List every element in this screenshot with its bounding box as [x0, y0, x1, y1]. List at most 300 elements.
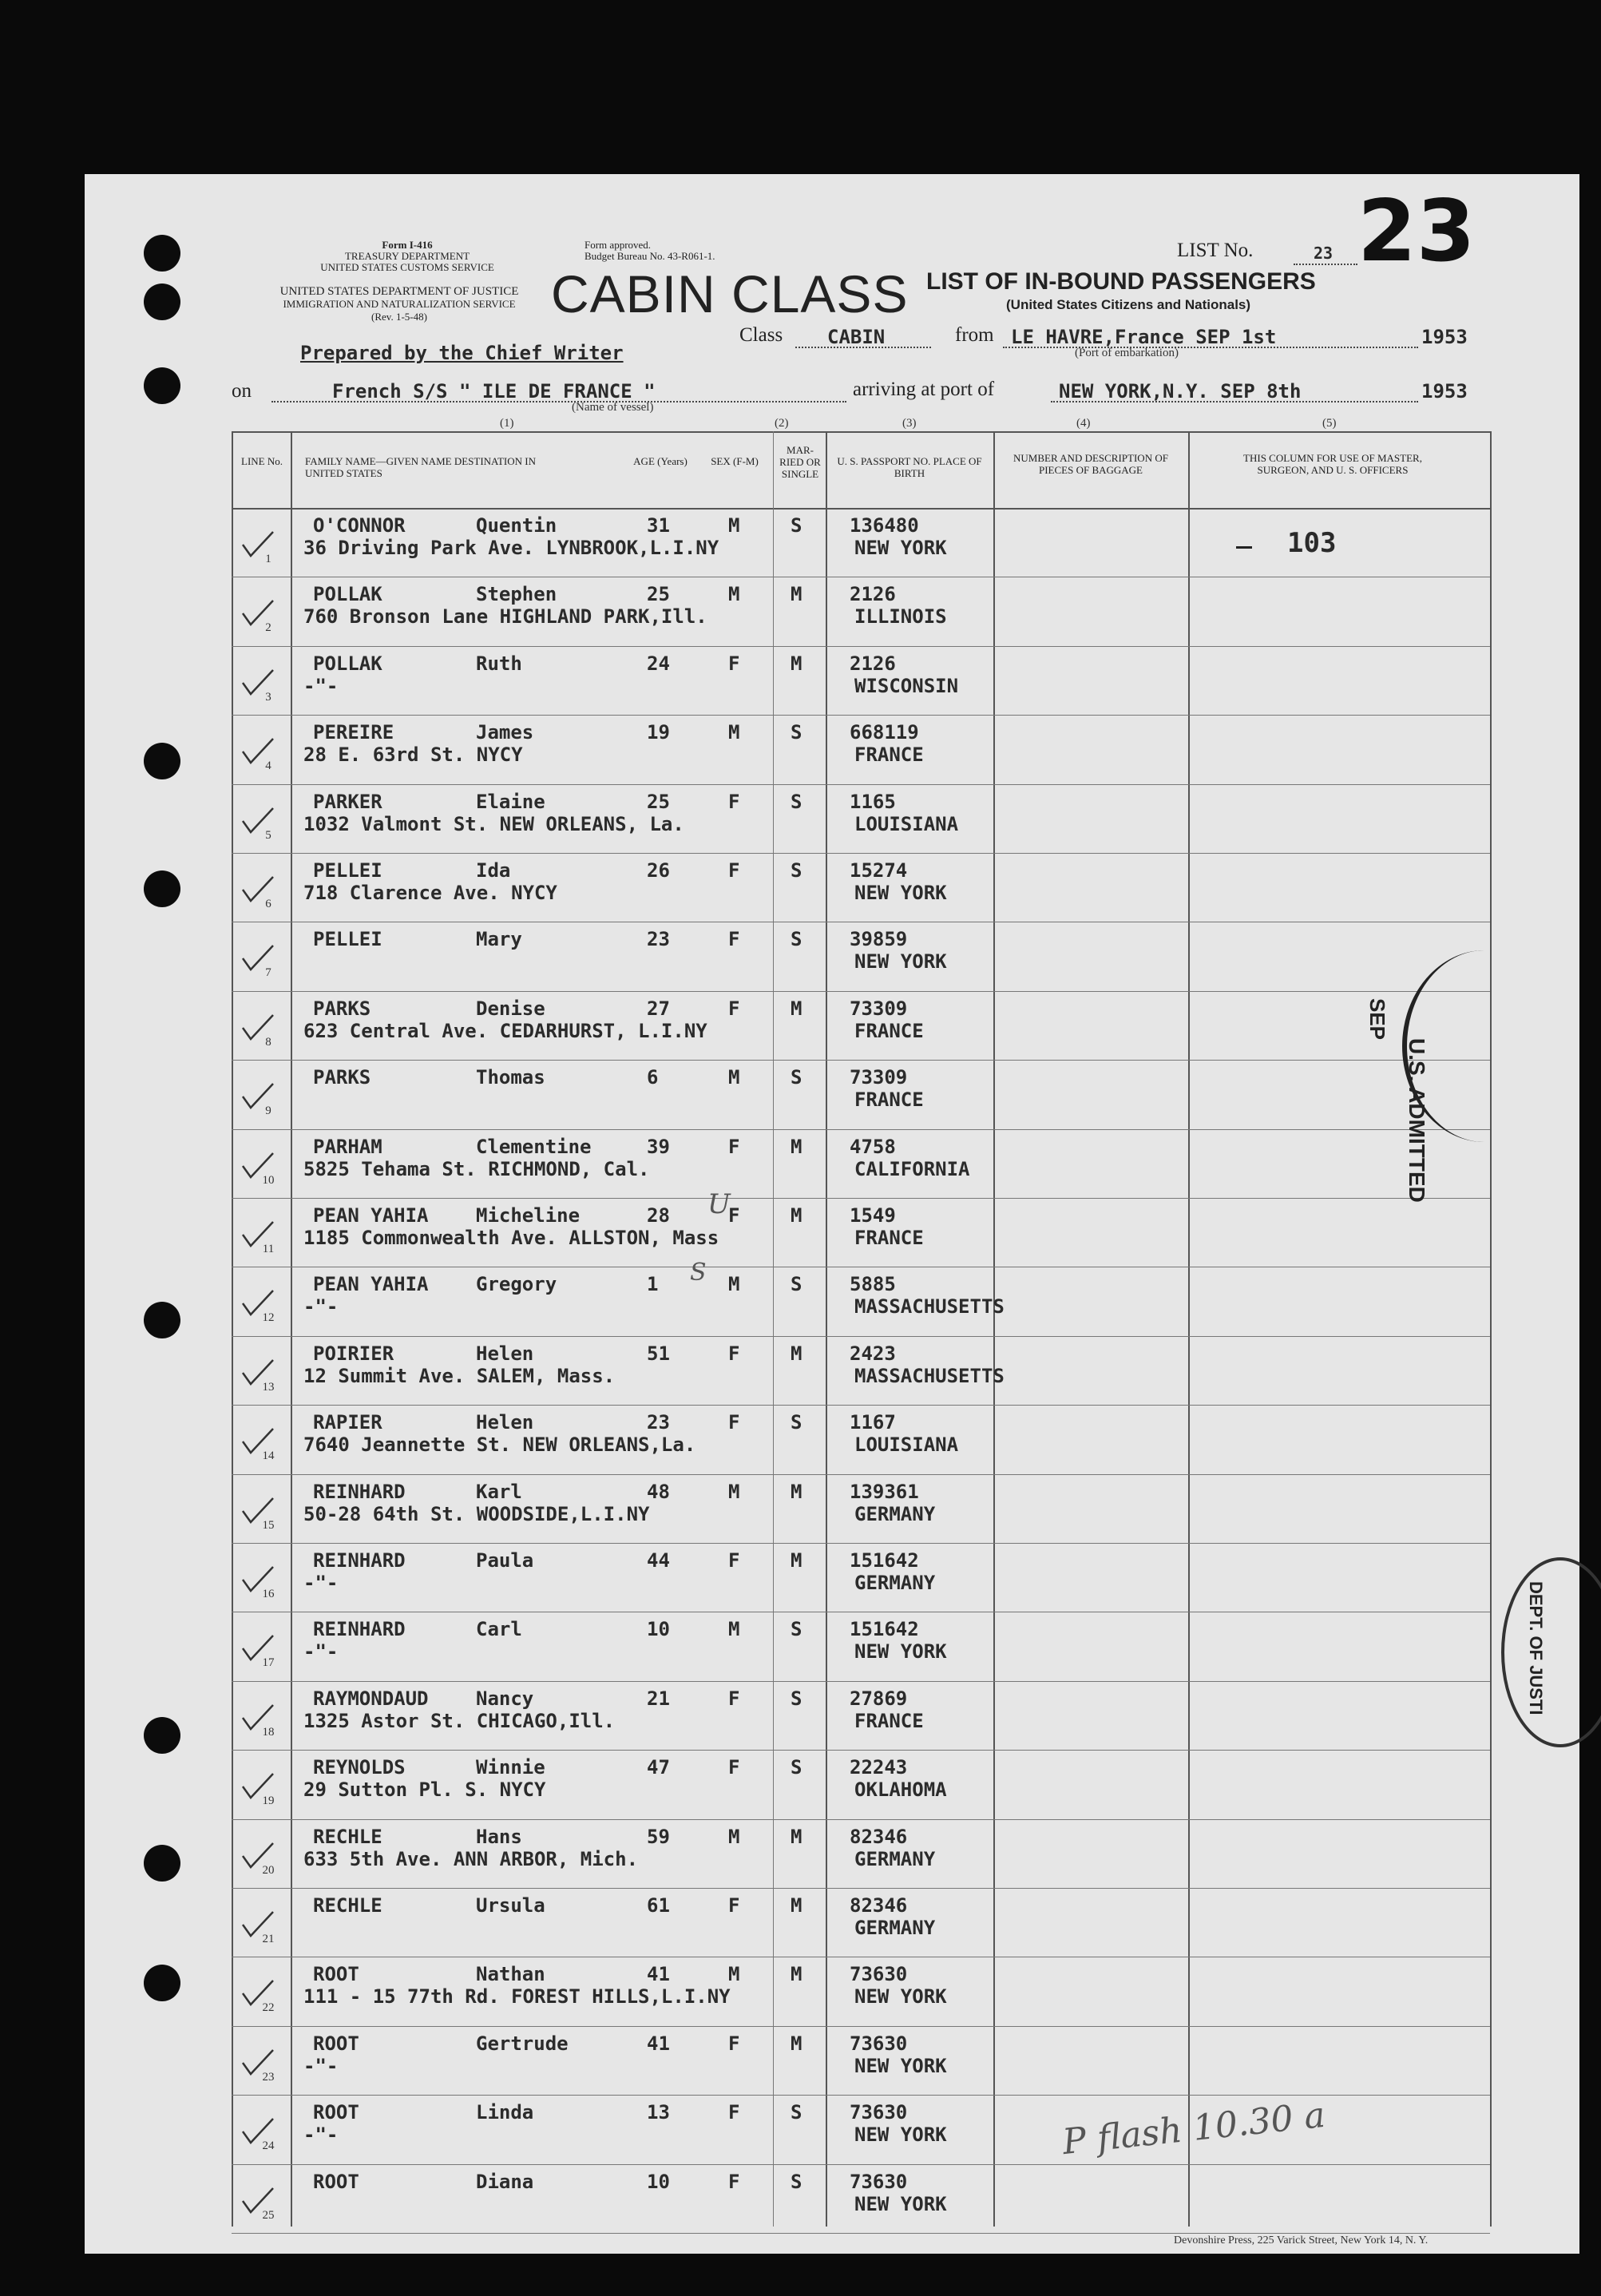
birth-place: LOUISIANA: [854, 1434, 959, 1457]
line-number: 12: [262, 1311, 275, 1325]
sex: F: [728, 1342, 740, 1365]
age: 10: [647, 2170, 670, 2193]
form-number: Form I-416: [382, 239, 433, 251]
birth-place: WISCONSIN: [854, 674, 959, 697]
age: 61: [647, 1894, 670, 1917]
table-row: [0, 1336, 1601, 1405]
line-number: 16: [262, 1588, 275, 1600]
surname: REINHARD: [313, 1549, 406, 1572]
age: 25: [647, 583, 670, 606]
line-number: 21: [262, 1933, 275, 1945]
given-name: Denise: [476, 997, 545, 1020]
dept-customs: UNITED STATES CUSTOMS SERVICE: [320, 261, 494, 273]
arrival-port: NEW YORK,N.Y. SEP 8th: [1059, 380, 1302, 402]
age: 21: [647, 1687, 670, 1710]
dept-immigration: IMMIGRATION AND NATURALIZATION SERVICE: [283, 298, 516, 310]
given-name: James: [476, 721, 534, 744]
check-mark-icon: [240, 1632, 276, 1664]
marital-status: M: [791, 1342, 802, 1365]
age: 23: [647, 1411, 670, 1434]
binder-hole: [144, 367, 180, 404]
address: 12 Summit Ave. SALEM, Mass.: [303, 1364, 616, 1387]
table-row: [0, 715, 1601, 783]
age: 41: [647, 2032, 670, 2055]
row-divider: [232, 2233, 1490, 2234]
age: 28: [647, 1204, 670, 1227]
surname: REINHARD: [313, 1480, 406, 1503]
passport-number: 1549: [850, 1204, 896, 1227]
sex: F: [728, 997, 740, 1020]
check-mark-icon: [240, 874, 276, 906]
age: 48: [647, 1480, 670, 1503]
col-number-5: (5): [1322, 417, 1337, 430]
table-row: [0, 1681, 1601, 1750]
marital-status: S: [791, 859, 802, 882]
sex: F: [728, 1135, 740, 1158]
sex: M: [728, 1480, 740, 1503]
address: 1185 Commonwealth Ave. ALLSTON, Mass: [303, 1227, 719, 1249]
line-number: 24: [262, 2139, 275, 2153]
sex: M: [728, 514, 740, 537]
handwritten-note: P flash 10.30 a: [1060, 2094, 1328, 2163]
line-number: 9: [265, 1104, 271, 1118]
sex: M: [728, 1825, 740, 1848]
marital-status: S: [791, 721, 802, 744]
passport-number: 1165: [850, 790, 896, 813]
sex: F: [728, 1756, 740, 1779]
address: 5825 Tehama St. RICHMOND, Cal.: [303, 1157, 650, 1180]
col-header-passport: U. S. PASSPORT NO. PLACE OF BIRTH: [837, 455, 982, 479]
marital-status: S: [791, 1687, 802, 1710]
marital-status: S: [791, 2170, 802, 2193]
passport-number: 73630: [850, 1963, 908, 1986]
table-row: [0, 1198, 1601, 1267]
surname: POLLAK: [313, 583, 382, 606]
passport-number: 39859: [850, 928, 908, 951]
check-mark-icon: [240, 1012, 276, 1044]
passport-number: 82346: [850, 1825, 908, 1848]
given-name: Nathan: [476, 1963, 545, 1986]
address: 718 Clarence Ave. NYCY: [303, 882, 557, 904]
form-revision: (Rev. 1-5-48): [371, 311, 427, 323]
marital-status: M: [791, 652, 802, 675]
check-mark-icon: [240, 942, 276, 974]
birth-place: FRANCE: [854, 744, 924, 767]
birth-place: MASSACHUSETTS: [854, 1364, 1005, 1387]
age: 13: [647, 2101, 670, 2124]
line-number: 10: [262, 1173, 275, 1187]
surname: RAYMONDAUD: [313, 1687, 429, 1710]
col-header-age: AGE (Years): [633, 455, 688, 467]
col-number-1: (1): [500, 417, 514, 430]
age: 26: [647, 859, 670, 882]
table-row: [0, 1474, 1601, 1543]
address: 623 Central Ave. CEDARHURST, L.I.NY: [303, 1019, 707, 1042]
sex: M: [728, 1066, 740, 1089]
surname: PELLEI: [313, 859, 382, 882]
table-row: [0, 1888, 1601, 1957]
budget-bureau: Budget Bureau No. 43-R061-1.: [585, 250, 715, 262]
birth-place: MASSACHUSETTS: [854, 1295, 1005, 1319]
line-number: 15: [262, 1518, 275, 1532]
prepared-by: Prepared by the Chief Writer: [300, 342, 624, 364]
given-name: Elaine: [476, 790, 545, 813]
sex: F: [728, 1411, 740, 1434]
check-mark-icon: [240, 1219, 276, 1251]
annotation-line-12: S: [690, 1259, 707, 1287]
surname: RECHLE: [313, 1894, 382, 1917]
marital-status: M: [791, 2032, 802, 2055]
birth-place: NEW YORK: [854, 1985, 947, 2009]
line-number: 23: [262, 2070, 275, 2084]
table-row: [0, 1060, 1601, 1128]
dept-justice: UNITED STATES DEPARTMENT OF JUSTICE: [279, 285, 519, 298]
passport-number: 139361: [850, 1480, 919, 1503]
check-mark-icon: [240, 1702, 276, 1734]
line-number: 20: [262, 1863, 275, 1877]
line-number: 13: [262, 1380, 275, 1394]
year-departure: 1953: [1421, 326, 1468, 348]
check-mark-icon: [240, 736, 276, 767]
address: 111 - 15 77th Rd. FOREST HILLS,L.I.NY: [303, 1985, 731, 2009]
address: 633 5th Ave. ANN ARBOR, Mich.: [303, 1847, 639, 1870]
age: 25: [647, 790, 670, 813]
age: 1: [647, 1273, 659, 1296]
sex: F: [728, 1687, 740, 1710]
marital-status: M: [791, 997, 802, 1020]
list-number-label: LIST No.: [1177, 240, 1254, 261]
surname: ROOT: [313, 2101, 359, 2124]
col-number-2: (2): [775, 417, 789, 430]
on-label: on: [232, 380, 252, 402]
given-name: Thomas: [476, 1066, 545, 1089]
address: 50-28 64th St. WOODSIDE,L.I.NY: [303, 1502, 650, 1525]
line-number: 6: [265, 898, 271, 910]
surname: POIRIER: [313, 1342, 394, 1365]
sex: F: [728, 1549, 740, 1572]
line-number: 17: [262, 1656, 275, 1670]
sex: M: [728, 583, 740, 606]
address: -"-: [303, 1295, 339, 1319]
address: -"-: [303, 2054, 339, 2077]
passport-number: 2423: [850, 1342, 896, 1365]
birth-place: NEW YORK: [854, 2124, 947, 2147]
address: 1032 Valmont St. NEW ORLEANS, La.: [303, 812, 684, 835]
check-mark-icon: [240, 597, 276, 629]
address: -"-: [303, 1640, 339, 1664]
passport-number: 73309: [850, 997, 908, 1020]
marital-status: M: [791, 1894, 802, 1917]
given-name: Stephen: [476, 583, 557, 606]
birth-place: NEW YORK: [854, 882, 947, 904]
passport-number: 151642: [850, 1618, 919, 1641]
surname: RAPIER: [313, 1411, 382, 1434]
table-row: [0, 1957, 1601, 2025]
age: 10: [647, 1618, 670, 1641]
line-number: 11: [262, 1243, 275, 1255]
surname: ROOT: [313, 2032, 359, 2055]
birth-place: NEW YORK: [854, 2054, 947, 2077]
given-name: Quentin: [476, 514, 557, 537]
sex: F: [728, 790, 740, 813]
marital-status: M: [791, 1135, 802, 1158]
birth-place: NEW YORK: [854, 537, 947, 559]
col-number-4: (4): [1076, 417, 1091, 430]
table-row: [0, 577, 1601, 645]
given-name: Gertrude: [476, 2032, 569, 2055]
line-number: 1: [265, 553, 271, 565]
surname: REYNOLDS: [313, 1756, 406, 1779]
passport-number: 5885: [850, 1273, 896, 1296]
col-header-married: MAR-RIED OR SINGLE: [779, 444, 821, 480]
table-row: [0, 1267, 1601, 1335]
check-mark-icon: [240, 2185, 276, 2217]
given-name: Helen: [476, 1342, 534, 1365]
given-name: Carl: [476, 1618, 522, 1641]
line-number: 25: [262, 2208, 275, 2222]
line-number: 18: [262, 1725, 275, 1739]
given-name: Linda: [476, 2101, 534, 2124]
age: 41: [647, 1963, 670, 1986]
check-mark-icon: [240, 1081, 276, 1112]
birth-place: ILLINOIS: [854, 605, 947, 629]
check-mark-icon: [240, 529, 276, 561]
table-row: [0, 2164, 1601, 2233]
table-row: [0, 1612, 1601, 1680]
surname: PEAN YAHIA: [313, 1204, 429, 1227]
marital-status: M: [791, 1825, 802, 1848]
given-name: Nancy: [476, 1687, 534, 1710]
table-row: [0, 2026, 1601, 2095]
birth-place: OKLAHOMA: [854, 1779, 947, 1802]
birth-place: FRANCE: [854, 1227, 924, 1249]
from-label: from: [955, 324, 994, 346]
marital-status: M: [791, 1549, 802, 1572]
age: 19: [647, 721, 670, 744]
passport-number: 27869: [850, 1687, 908, 1710]
col-header-baggage: NUMBER AND DESCRIPTION OF PIECES OF BAGGAGE: [1013, 452, 1168, 476]
marital-status: S: [791, 1618, 802, 1641]
passport-number: 2126: [850, 583, 896, 606]
binder-hole: [144, 235, 180, 272]
binder-hole: [144, 284, 180, 320]
birth-place: NEW YORK: [854, 1640, 947, 1664]
address: -"-: [303, 1572, 339, 1594]
line-number: 7: [265, 966, 271, 980]
birth-place: FRANCE: [854, 1089, 924, 1112]
table-row: [0, 991, 1601, 1060]
sex: F: [728, 928, 740, 951]
passport-number: 22243: [850, 1756, 908, 1779]
list-number-small: 23: [1314, 244, 1334, 263]
sex: M: [728, 721, 740, 744]
line-number: 19: [262, 1794, 275, 1808]
age: 6: [647, 1066, 659, 1089]
age: 39: [647, 1135, 670, 1158]
marital-status: S: [791, 928, 802, 951]
printer-footer: Devonshire Press, 225 Varick Street, New York 14, N. Y.: [1174, 2235, 1429, 2246]
list-number-stamp: 23: [1357, 182, 1476, 280]
address: 36 Driving Park Ave. LYNBROOK,L.I.NY: [303, 537, 719, 559]
address: -"-: [303, 674, 339, 697]
passport-number: 136480: [850, 514, 919, 537]
vessel-note: (Name of vessel): [572, 401, 654, 414]
address: 7640 Jeannette St. NEW ORLEANS,La.: [303, 1434, 696, 1457]
given-name: Diana: [476, 2170, 534, 2193]
sep-stamp-text: SEP: [1365, 998, 1389, 1041]
table-row: [0, 784, 1601, 853]
birth-place: GERMANY: [854, 1572, 936, 1594]
given-name: Clementine: [476, 1135, 592, 1158]
birth-place: GERMANY: [854, 1847, 936, 1870]
list-title: LIST OF IN-BOUND PASSENGERS: [926, 268, 1316, 295]
given-name: Gregory: [476, 1273, 557, 1296]
year-arrival: 1953: [1421, 380, 1468, 402]
marital-status: S: [791, 1411, 802, 1434]
check-mark-icon: [240, 1840, 276, 1872]
age: 59: [647, 1825, 670, 1848]
surname: PEAN YAHIA: [313, 1273, 429, 1296]
given-name: Hans: [476, 1825, 522, 1848]
sex: F: [728, 2032, 740, 2055]
address: 760 Bronson Lane HIGHLAND PARK,Ill.: [303, 605, 707, 629]
marital-status: S: [791, 1273, 802, 1296]
given-name: Paula: [476, 1549, 534, 1572]
sex: F: [728, 859, 740, 882]
table-row: [0, 646, 1601, 715]
check-mark-icon: [240, 805, 276, 837]
list-subtitle: (United States Citizens and Nationals): [1006, 297, 1251, 312]
passport-number: 73630: [850, 2101, 908, 2124]
check-mark-icon: [240, 1287, 276, 1319]
marital-status: M: [791, 583, 802, 606]
passport-number: 73309: [850, 1066, 908, 1089]
surname: ROOT: [313, 2170, 359, 2193]
check-mark-icon: [240, 2116, 276, 2147]
given-name: Mary: [476, 928, 522, 951]
birth-place: GERMANY: [854, 1917, 936, 1939]
surname: RECHLE: [313, 1825, 382, 1848]
sex: F: [728, 1204, 740, 1227]
birth-place: GERMANY: [854, 1502, 936, 1525]
line-number: 2: [265, 621, 271, 635]
passport-number: 73630: [850, 2170, 908, 2193]
passport-number: 2126: [850, 652, 896, 675]
check-mark-icon: [240, 1495, 276, 1527]
form-approved: Form approved.: [585, 239, 652, 251]
marital-status: S: [791, 790, 802, 813]
arriving-label: arriving at port of: [853, 379, 995, 400]
age: 44: [647, 1549, 670, 1572]
surname: PARKER: [313, 790, 382, 813]
table-row: [0, 922, 1601, 990]
table-row: [0, 2095, 1601, 2163]
birth-place: FRANCE: [854, 1709, 924, 1732]
marital-status: M: [791, 1480, 802, 1503]
sex: F: [728, 1894, 740, 1917]
class-value: CABIN: [827, 326, 886, 348]
officer-note: 103: [1287, 527, 1337, 559]
line-number: 3: [265, 690, 271, 704]
check-mark-icon: [240, 1977, 276, 2009]
sex: M: [728, 1273, 740, 1296]
surname: PARHAM: [313, 1135, 382, 1158]
table-row: [0, 853, 1601, 922]
check-mark-icon: [240, 1426, 276, 1457]
line-number: 22: [262, 2001, 275, 2015]
marital-status: S: [791, 1756, 802, 1779]
sex: F: [728, 2101, 740, 2124]
col-header-officers: THIS COLUMN FOR USE OF MASTER, SURGEON, AND U. S. OFFICERS: [1243, 452, 1422, 476]
passport-number: 15274: [850, 859, 908, 882]
passport-number: 4758: [850, 1135, 896, 1158]
surname: PARKS: [313, 997, 371, 1020]
table-row: [0, 1543, 1601, 1612]
surname: PEREIRE: [313, 721, 394, 744]
birth-place: CALIFORNIA: [854, 1157, 970, 1180]
check-mark-icon: [240, 2047, 276, 2079]
admitted-stamp-text: U.S. ADMITTED: [1405, 1038, 1429, 1203]
age: 23: [647, 928, 670, 951]
surname: PARKS: [313, 1066, 371, 1089]
col-header-name: FAMILY NAME—GIVEN NAME DESTINATION IN UNITED STATES: [305, 455, 537, 479]
address: 29 Sutton Pl. S. NYCY: [303, 1779, 546, 1802]
passport-number: 668119: [850, 721, 919, 744]
given-name: Ursula: [476, 1894, 545, 1917]
table-row: [0, 1819, 1601, 1888]
table-row: [0, 1129, 1601, 1198]
surname: REINHARD: [313, 1618, 406, 1641]
sex: M: [728, 1963, 740, 1986]
table-row: [0, 1750, 1601, 1818]
address: 1325 Astor St. CHICAGO,Ill.: [303, 1709, 616, 1732]
line-number: 4: [265, 759, 271, 773]
sex: F: [728, 652, 740, 675]
check-mark-icon: [240, 1771, 276, 1802]
age: 24: [647, 652, 670, 675]
surname: POLLAK: [313, 652, 382, 675]
address: -"-: [303, 2124, 339, 2147]
address: 28 E. 63rd St. NYCY: [303, 744, 523, 767]
table-row: [0, 1405, 1601, 1473]
age: 47: [647, 1756, 670, 1779]
page-title: CABIN CLASS: [551, 264, 909, 323]
birth-place: NEW YORK: [854, 950, 947, 974]
birth-place: NEW YORK: [854, 2192, 947, 2215]
from-value: LE HAVRE,France SEP 1st: [1011, 326, 1277, 348]
marital-status: S: [791, 2101, 802, 2124]
annotation-line-11: U: [707, 1188, 731, 1220]
surname: O'CONNOR: [313, 514, 406, 537]
check-mark-icon: [240, 1909, 276, 1941]
given-name: Ruth: [476, 652, 522, 675]
check-mark-icon: [240, 1357, 276, 1389]
given-name: Karl: [476, 1480, 522, 1503]
dept-justice-stamp-text: DEPT. OF JUSTI: [1526, 1581, 1546, 1715]
check-mark-icon: [240, 667, 276, 699]
age: 51: [647, 1342, 670, 1365]
given-name: Ida: [476, 859, 511, 882]
marital-status: M: [791, 1963, 802, 1986]
check-mark-icon: [240, 1150, 276, 1182]
line-number: 8: [265, 1035, 271, 1049]
given-name: Micheline: [476, 1204, 581, 1227]
age: 27: [647, 997, 670, 1020]
passport-number: 82346: [850, 1894, 908, 1917]
col-number-3: (3): [902, 417, 917, 430]
age: 31: [647, 514, 670, 537]
vessel-name: French S/S " ILE DE FRANCE ": [332, 380, 656, 402]
